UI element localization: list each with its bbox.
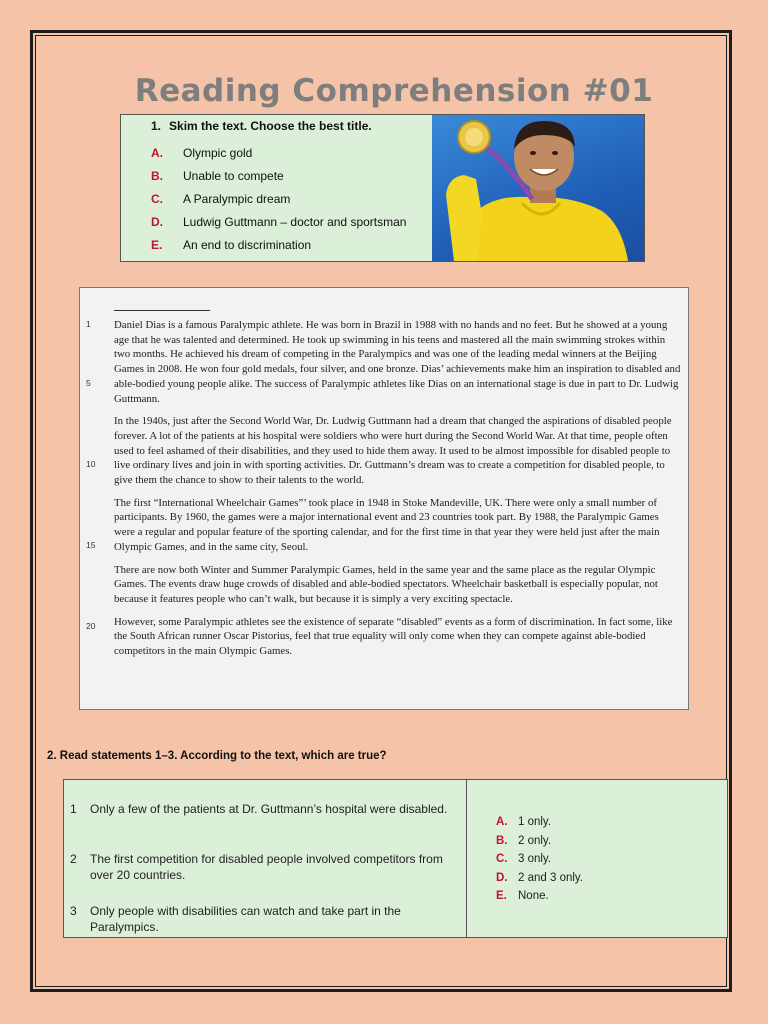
answer-c[interactable] [496, 850, 583, 869]
question-1-number: 1. [151, 119, 162, 133]
question-1-prompt [151, 119, 431, 133]
option-text: Olympic gold [183, 145, 253, 160]
option-letter: E. [151, 237, 163, 252]
athlete-photo-illustration [432, 115, 644, 261]
statement-number: 2 [70, 852, 77, 866]
answer-b[interactable] [496, 832, 583, 851]
answer-letter: B. [496, 834, 508, 847]
option-d[interactable] [151, 210, 431, 233]
answer-letter: E. [496, 890, 507, 903]
answer-e[interactable] [496, 887, 583, 906]
option-letter: A. [151, 145, 163, 160]
option-b[interactable] [151, 164, 431, 187]
answer-letter: C. [496, 853, 508, 866]
option-text: A Paralympic dream [183, 191, 291, 206]
statement-text: The first competition for disabled people involved competitors from over 20 countries. [90, 852, 443, 882]
answer-text: 3 only. [518, 853, 552, 866]
page-title: Reading Comprehension #01 [134, 73, 654, 109]
answer-a[interactable] [496, 813, 583, 832]
passage-paragraph: Daniel Dias is a famous Paralympic athlete. He was born in Brazil in 1988 with no hands and no feet. But he showed at a young age that he was talented and determined. He took up swimming in his teens and mastered all the main swimming strokes within two months. He achieved his dream of competing in the Paralympics and was one of the leading medal winners at the Beijing Games in 2008. He won four gold medals, four silver, and one bronze. Dias’ achievements make him an inspiration to disabled and able-bodied young people alike. The success of Paralympic athletes like Dias on an international stage is due in part to Dr. Ludwig Guttmann. [114, 319, 681, 405]
answer-text: None. [518, 890, 549, 903]
question-1-box [120, 114, 645, 262]
line-number: 15 [86, 540, 96, 550]
passage-paragraph: In the 1940s, just after the Second World War, Dr. Ludwig Guttmann had a dream that changed the aspirations of disabled people forever. A lot of the patients at his hospital were soldiers who were hurt during the Second World War. At that time, people often used to feel ashamed of their disabilities, and they used to hide them away. It used to be almost impossible for disabled people to live ordinary lives and join in with sporting activities. Dr. Guttmann’s dream was to create a competition for disabled people, to give them the chance to show to their talents to the world. [114, 415, 672, 487]
question-1-prompt-text: Skim the text. Choose the best title. [169, 119, 372, 133]
answer-text: 2 and 3 only. [518, 871, 584, 884]
option-text: Unable to compete [183, 168, 284, 183]
line-number: 1 [86, 319, 91, 329]
option-letter: D. [151, 214, 163, 229]
option-letter: C. [151, 191, 163, 206]
answer-options [496, 813, 583, 906]
option-text: An end to discrimination [183, 237, 312, 252]
option-a[interactable] [151, 141, 431, 164]
statement-number: 3 [70, 904, 77, 918]
line-number: 10 [86, 459, 96, 469]
statement-text: Only people with disabilities can watch and take part in the Paralympics. [90, 904, 401, 934]
passage-text [114, 318, 682, 667]
answer-letter: D. [496, 871, 508, 884]
passage-paragraph: The first “International Wheelchair Games”’ took place in 1948 in Stoke Mandeville, UK. There were only a small number of participants. By 1960, the games were a major international event and 23 countries took part. By 1988, the Paralympic Games were a regular and popular feature of the sporting calendar, and for the first time in that year they were held just after the main Olympic Games, and in the same city, Seoul. [114, 496, 660, 553]
column-divider [466, 780, 467, 937]
answer-text: 1 only. [518, 816, 552, 829]
question-2-prompt: 2. Read statements 1–3. According to the text, which are true? [47, 750, 387, 762]
title-blank-line [114, 310, 210, 311]
reading-passage [79, 287, 689, 710]
line-number: 20 [86, 621, 96, 631]
answer-d[interactable] [496, 869, 583, 888]
statement-2 [70, 852, 450, 883]
question-2-box [63, 779, 728, 938]
athlete-photo [432, 115, 644, 261]
question-1-content [151, 119, 431, 256]
option-text: Ludwig Guttmann – doctor and sportsman [183, 214, 407, 229]
statement-number: 1 [70, 802, 77, 816]
passage-paragraph: However, some Paralympic athletes see the existence of separate “disabled” events as a form of discrimination. In fact some, like the South African runner Oscar Pistorius, feel that true equality will only come when they can compete against able-bodied competitors in the main Olympic Games. [114, 615, 673, 658]
statement-text: Only a few of the patients at Dr. Guttmann’s hospital were disabled. [90, 802, 448, 816]
option-c[interactable] [151, 187, 431, 210]
statement-1 [70, 802, 450, 818]
option-letter: B. [151, 168, 163, 183]
passage-paragraph: There are now both Winter and Summer Paralympic Games, held in the same year and the same place as the regular Olympic Games. The events draw huge crowds of disabled and able-bodied spectators. Wheelchair basketball is especially popular, not because it features people who can’t walk, but because it is simply a very exciting spectacle. [114, 563, 658, 605]
option-e[interactable] [151, 233, 431, 256]
answer-letter: A. [496, 816, 508, 829]
answer-text: 2 only. [518, 834, 552, 847]
line-number: 5 [86, 378, 91, 388]
statement-3 [70, 904, 450, 935]
